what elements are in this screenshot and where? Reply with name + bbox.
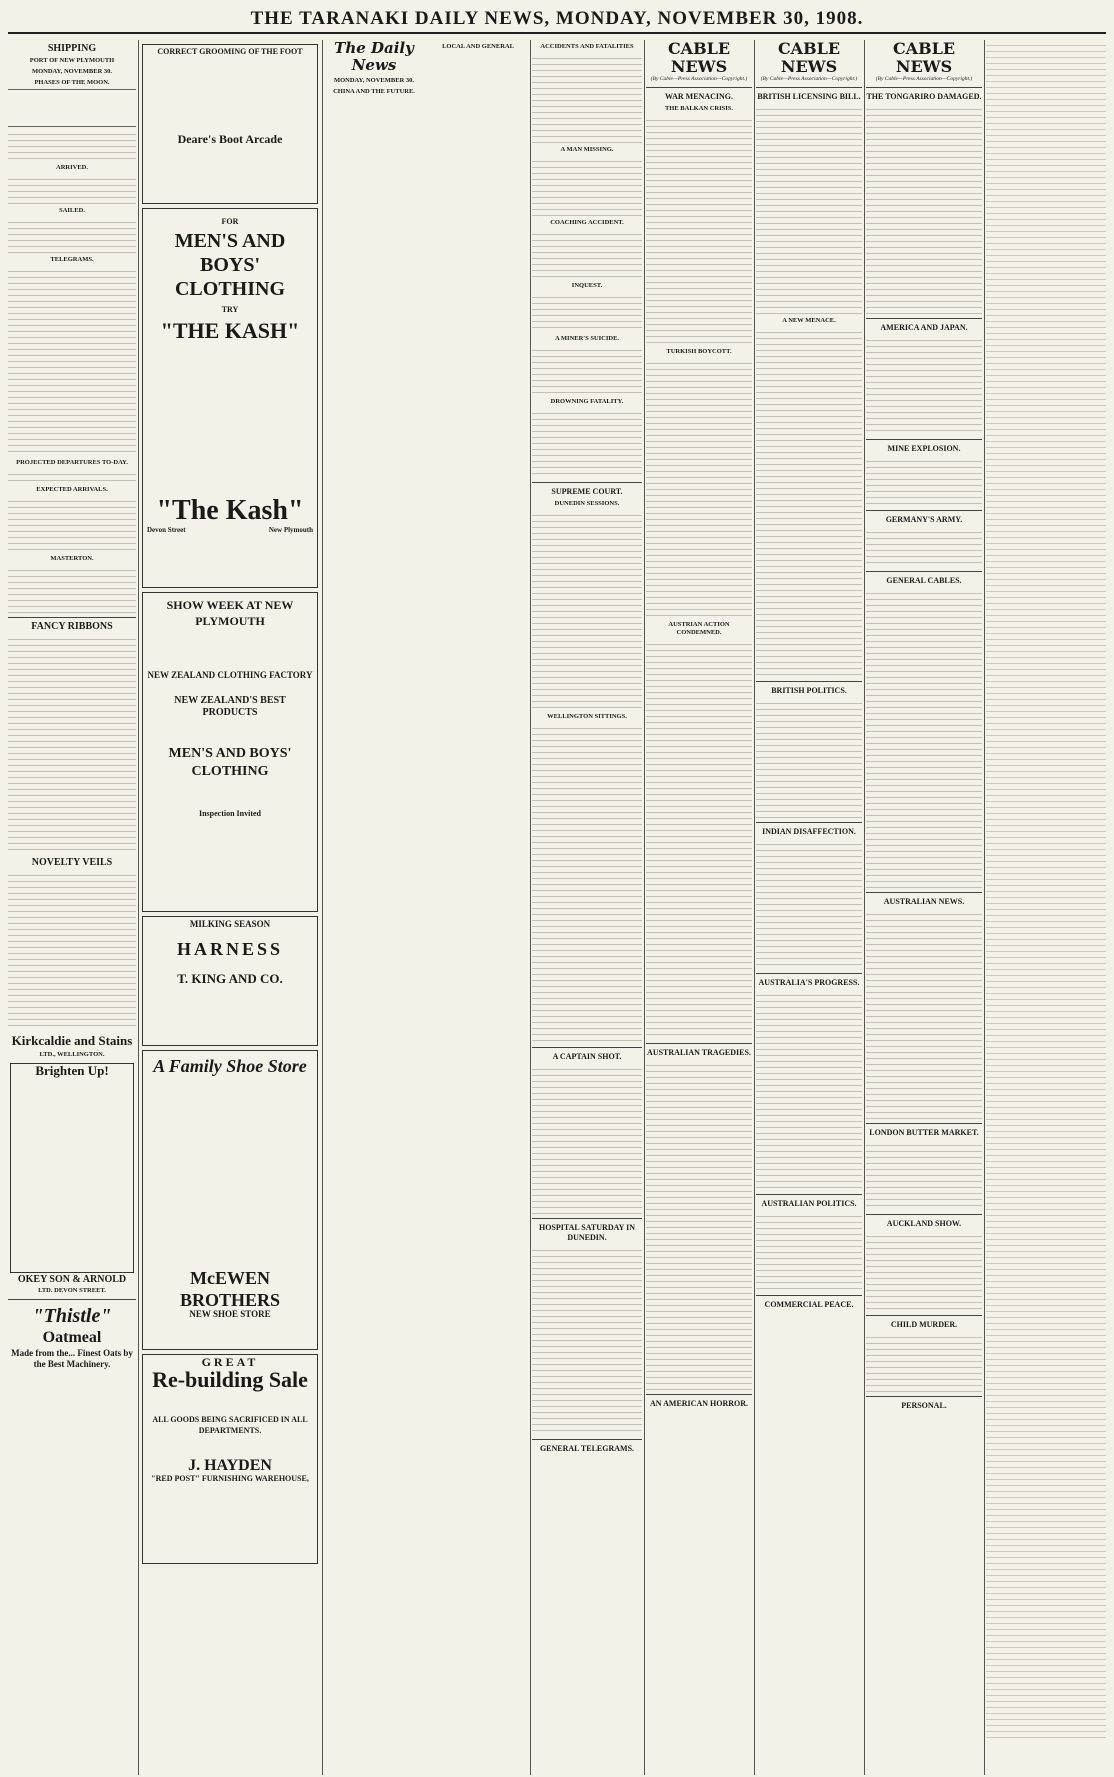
body-text — [8, 634, 136, 854]
america-japan-heading: AMERICA AND JAPAN. — [880, 322, 968, 332]
cable-news-heading-2: CABLE NEWS — [777, 40, 841, 76]
editorial-heading: CHINA AND THE FUTURE. — [333, 88, 415, 95]
licensing-heading: BRITISH LICENSING BILL. — [757, 91, 861, 101]
british-politics-heading: BRITISH POLITICS. — [771, 685, 847, 695]
body-text — [8, 870, 136, 1030]
body-text — [532, 510, 642, 710]
best-products-ad: NEW ZEALAND'S BEST PRODUCTS — [174, 695, 286, 718]
column-rule — [864, 40, 865, 1775]
body-text — [646, 115, 752, 345]
text-block — [986, 40, 1106, 1740]
miner-heading: A MINER'S SUICIDE. — [554, 335, 620, 342]
made-from-ad: Made from the... Finest Oats by the Best Machinery. — [11, 1347, 133, 1369]
body-text — [866, 1140, 982, 1210]
brighten-ad: Brighten Up! — [35, 1063, 109, 1078]
body-text — [8, 496, 136, 552]
column-rule — [644, 40, 645, 1775]
new-shoe-store-ad: NEW SHOE STORE — [189, 1309, 271, 1319]
auckland-heading: AUCKLAND SHOW. — [886, 1218, 962, 1228]
tongariro-heading: THE TONGARIRO DAMAGED. — [866, 91, 982, 101]
cable-sub: (By Cable—Press Association—Copyright.) — [650, 76, 748, 82]
nz-factory-ad: NEW ZEALAND CLOTHING FACTORY — [147, 670, 313, 680]
body-text — [646, 639, 752, 1039]
body-text — [756, 839, 862, 969]
cable-news-heading: CABLE NEWS — [667, 40, 731, 76]
body-text — [866, 104, 982, 314]
body-text — [8, 217, 136, 253]
mens-clothing-ad-2: MEN'S AND BOYS' CLOTHING — [168, 746, 292, 779]
red-post-ad: "RED POST" FURNISHING WAREHOUSE, — [151, 1473, 309, 1483]
date-heading: MONDAY, NOVEMBER 30. — [31, 68, 113, 75]
kash-town: New Plymouth — [268, 526, 313, 534]
arrived-heading: ARRIVED. — [56, 164, 88, 171]
body-text — [866, 909, 982, 1119]
shipping-heading: SHIPPING — [47, 43, 97, 54]
show-week-ad: SHOW WEEK AT NEW PLYMOUTH — [166, 598, 294, 628]
aust-politics-heading: AUSTRALIAN POLITICS. — [761, 1198, 857, 1208]
milking-ad: MILKING SEASON — [189, 919, 271, 929]
column-rule — [322, 40, 323, 1775]
man-missing-heading: A MAN MISSING. — [560, 146, 614, 153]
accidents-heading: ACCIDENTS AND FATALITIES — [540, 43, 634, 50]
phases-heading: PHASES OF THE MOON. — [34, 79, 110, 86]
rebuilding-sale-ad: Re-building Sale — [152, 1366, 308, 1392]
column-rule — [530, 40, 531, 1775]
hospital-heading: HOSPITAL SATURDAY IN DUNEDIN. — [538, 1223, 636, 1242]
mens-clothing-ad: MEN'S AND BOYS' CLOTHING — [174, 230, 286, 300]
harness-ad: HARNESS — [176, 938, 284, 959]
try-label: TRY — [221, 305, 239, 314]
fancy-ribbons-ad: FANCY RIBBONS — [31, 621, 113, 632]
body-text — [756, 698, 862, 818]
column-8 — [986, 40, 1106, 1775]
body-text — [866, 456, 982, 506]
oatmeal-ad: Oatmeal — [42, 1328, 102, 1346]
grooming-ad: CORRECT GROOMING OF THE FOOT — [157, 47, 303, 56]
cable-news-heading-3: CABLE NEWS — [892, 40, 956, 76]
tking-ad: T. KING AND CO. — [177, 970, 283, 986]
okey-sub: LTD. DEVON STREET. — [38, 1286, 106, 1294]
advert-column — [140, 40, 320, 1775]
body-text — [532, 723, 642, 1043]
general-telegrams-heading: GENERAL TELEGRAMS. — [539, 1444, 635, 1453]
menace-heading: A NEW MENACE. — [782, 316, 836, 324]
expected-heading: EXPECTED ARRIVALS. — [36, 486, 108, 493]
body-text — [866, 335, 982, 435]
body-text — [866, 1332, 982, 1392]
accidents-column — [532, 40, 642, 1775]
child-murder-heading: CHILD MURDER. — [890, 1319, 958, 1329]
wellington-heading: WELLINGTON SITTINGS. — [547, 713, 627, 720]
kash-street: Devon Street — [147, 526, 186, 534]
column-rule — [754, 40, 755, 1775]
projected-heading: PROJECTED DEPARTURES TO-DAY. — [16, 459, 128, 466]
body-text — [646, 1060, 752, 1390]
masthead: THE TARANAKI DAILY NEWS, MONDAY, NOVEMBER 30, 1908. — [8, 8, 1106, 34]
great-label: GREAT — [201, 1355, 259, 1369]
kash-logo: "The Kash" — [156, 495, 304, 526]
mcewen-ad: McEWEN BROTHERS — [179, 1268, 281, 1310]
novelty-veils-ad: NOVELTY VEILS — [31, 857, 113, 868]
for-label: FOR — [221, 217, 239, 226]
mine-heading: MINE EXPLOSION. — [887, 443, 961, 453]
body-text — [756, 1211, 862, 1291]
family-shoe-ad: A Family Shoe Store — [153, 1056, 307, 1076]
thistle-ad: "Thistle" — [32, 1304, 112, 1327]
body-text — [8, 469, 136, 483]
kash-ad: "THE KASH" — [160, 318, 300, 343]
shipping-column — [8, 40, 136, 1775]
cable-column-2 — [756, 40, 862, 1775]
body-text — [646, 358, 752, 618]
inspection-ad: Inspection Invited — [198, 809, 261, 818]
body-text — [8, 174, 136, 204]
personal-heading: PERSONAL. — [901, 1400, 947, 1410]
port-heading: PORT OF NEW PLYMOUTH — [29, 57, 115, 64]
body-text — [756, 104, 862, 314]
dunedin-heading: DUNEDIN SESSIONS. — [554, 500, 620, 507]
kirkcaldie-sub: LTD., WELLINGTON. — [39, 1051, 105, 1058]
austrian-heading: AUSTRIAN ACTION CONDEMNED. — [668, 620, 730, 636]
daily-news-title: The Daily News — [334, 40, 414, 74]
balkan-heading: THE BALKAN CRISIS. — [664, 104, 734, 112]
body-text — [756, 327, 862, 677]
body-text — [532, 345, 642, 395]
american-horror-heading: AN AMERICAN HORROR. — [650, 1398, 748, 1408]
hayden-ad: J. HAYDEN — [188, 1456, 272, 1474]
column-rule — [138, 40, 139, 1775]
body-text — [532, 292, 642, 332]
body-text — [8, 129, 136, 161]
coaching-heading: COACHING ACCIDENT. — [550, 219, 624, 226]
okey-ad: OKEY SON & ARNOLD — [17, 1274, 127, 1285]
captain-heading: A CAPTAIN SHOT. — [552, 1052, 622, 1061]
body-text — [866, 588, 982, 888]
inquest-heading: INQUEST. — [571, 282, 603, 289]
cable-sub-3: (By Cable—Press Association—Copyright.) — [875, 76, 973, 82]
body-text — [532, 229, 642, 279]
body-text — [866, 527, 982, 567]
cable-column-1 — [646, 40, 752, 1775]
kirkcaldie-ad: Kirkcaldie and Stains — [11, 1033, 133, 1048]
germany-heading: GERMANY'S ARMY. — [885, 514, 963, 524]
all-goods-ad: ALL GOODS BEING SACRIFICED IN ALL DEPARTMENTS. — [152, 1414, 308, 1435]
drowning-heading: DROWNING FATALITY. — [550, 398, 624, 405]
telegrams-heading: TELEGRAMS. — [50, 256, 94, 263]
body-text — [532, 1245, 642, 1435]
cable-column-3 — [866, 40, 982, 1775]
body-text — [532, 53, 642, 143]
tragedies-heading: AUSTRALIAN TRAGEDIES. — [647, 1047, 751, 1057]
deare-ad: Deare's Boot Arcade — [177, 131, 283, 146]
tide-table — [8, 89, 136, 127]
aust-news-heading: AUSTRALIAN NEWS. — [883, 896, 965, 906]
indian-heading: INDIAN DISAFFECTION. — [762, 826, 856, 836]
cable-sub-2: (By Cable—Press Association—Copyright.) — [760, 76, 858, 82]
body-text — [756, 990, 862, 1190]
supreme-court-heading: SUPREME COURT. — [551, 487, 623, 496]
column-rule — [984, 40, 985, 1775]
body-text — [532, 156, 642, 216]
editorial-column — [324, 40, 528, 1775]
body-text — [8, 565, 136, 613]
progress-heading: AUSTRALIA'S PROGRESS. — [758, 977, 860, 987]
editorial-date: MONDAY, NOVEMBER 30. — [333, 77, 415, 84]
local-general-heading: LOCAL AND GENERAL — [442, 43, 514, 50]
masterton-heading: MASTERTON. — [50, 555, 94, 562]
body-text — [866, 1231, 982, 1311]
general-cables-heading: GENERAL CABLES. — [886, 575, 962, 585]
body-text — [532, 408, 642, 478]
body-text — [8, 266, 136, 456]
turkish-heading: TURKISH BOYCOTT. — [666, 347, 732, 355]
sailed-heading: SAILED. — [59, 207, 85, 214]
butter-heading: LONDON BUTTER MARKET. — [869, 1127, 979, 1137]
commercial-heading: COMMERCIAL PEACE. — [764, 1299, 854, 1309]
war-heading: WAR MENACING. — [665, 91, 733, 101]
body-text — [532, 1064, 642, 1214]
